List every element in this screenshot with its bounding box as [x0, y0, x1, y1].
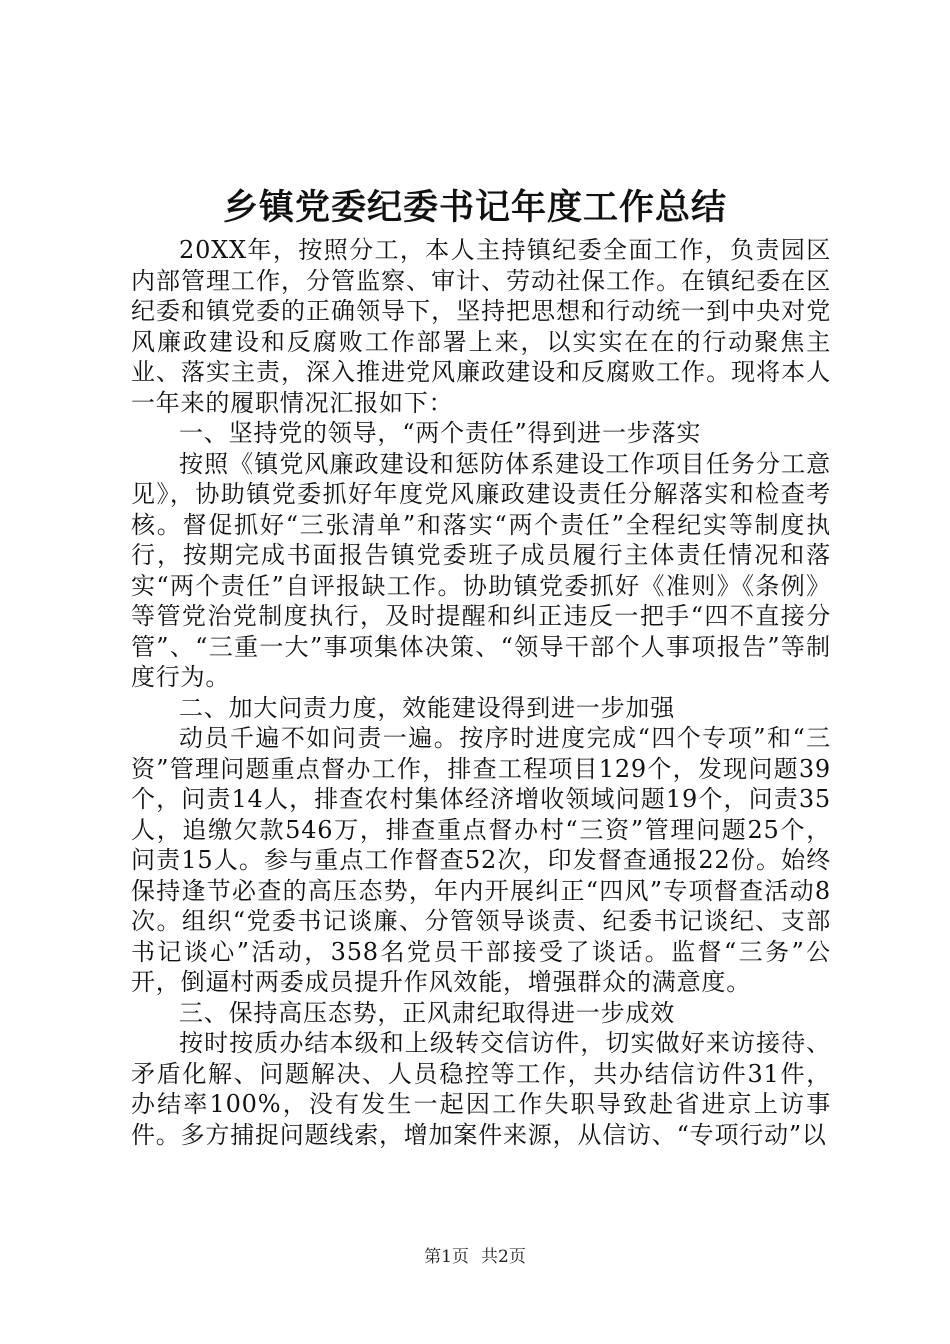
document-body	[131, 235, 831, 1150]
section-heading-1: 一、坚持党的领导，“两个责任”得到进一步落实	[179, 419, 702, 447]
section-2-paragraph: 动员千遍不如问责一遍。按序时进度完成“四个专项”和“三资”管理问题重点督办工作，排查工程项目129个，发现问题39个，问责14人，排查农村集体经济增收领域问题19个，问责35人，追缴欠款546万，排查重点督办村“三资”管理问题25个，问责15人。参与重点工作督查52次，印发督查通报22份。始终保持逢节必查的高压态势，年内开展纠正“四风”专项督查活动8次。组织“党委书记谈廉、分管领导谈责、纪委书记谈纪、支部书记谈心”活动，358名党员干部接受了谈话。监督“三务”公开，倒逼村两委成员提升作风效能，增强群众的满意度。	[131, 724, 831, 996]
section-heading-3: 三、保持高压态势，正风肃纪取得进一步成效	[179, 998, 675, 1027]
page-number: 第1页	[424, 1247, 469, 1267]
section-1-paragraph: 按照《镇党风廉政建设和惩防体系建设工作项目任务分工意见》，协助镇党委抓好年度党风廉政建设责任分解落实和检查考核。督促抓好“三张清单”和落实“两个责任”全程纪实等制度执行，按期完成书面报告镇党委班子成员履行主体责任情况和落实“两个责任”自评报缺工作。协助镇党委抓好《准则》《条例》等管党治党制度执行，及时提醒和纠正违反一把手“四不直接分管”、“三重一大”事项集体决策、“领导干部个人事项报告”等制度行为。	[131, 449, 831, 691]
document-title: 乡镇党委纪委书记年度工作总结	[222, 187, 727, 228]
intro-paragraph: 20XX年，按照分工，本人主持镇纪委全面工作，负责园区内部管理工作，分管监察、审计、劳动社保工作。在镇纪委在区纪委和镇党委的正确领导下，坚持把思想和行动统一到中央对党风廉政建设和反腐败工作部署上来，以实实在在的行动聚焦主业、落实主责，深入推进党风廉政建设和反腐败工作。现将本人一年来的履职情况汇报如下：	[131, 236, 831, 417]
page-footer	[0, 1245, 950, 1269]
section-3-paragraph: 按时按质办结本级和上级转交信访件，切实做好来访接待、矛盾化解、问题解决、人员稳控等工作，共办结信访件31件，办结率100%，没有发生一起因工作失职导致赴省进京上访事件。多方捕捉问题线索，增加案件来源，从信访、“专项行动”以	[131, 1029, 831, 1149]
page-total: 共2页	[481, 1247, 526, 1267]
section-heading-2: 二、加大问责力度，效能建设得到进一步加强	[179, 693, 675, 722]
